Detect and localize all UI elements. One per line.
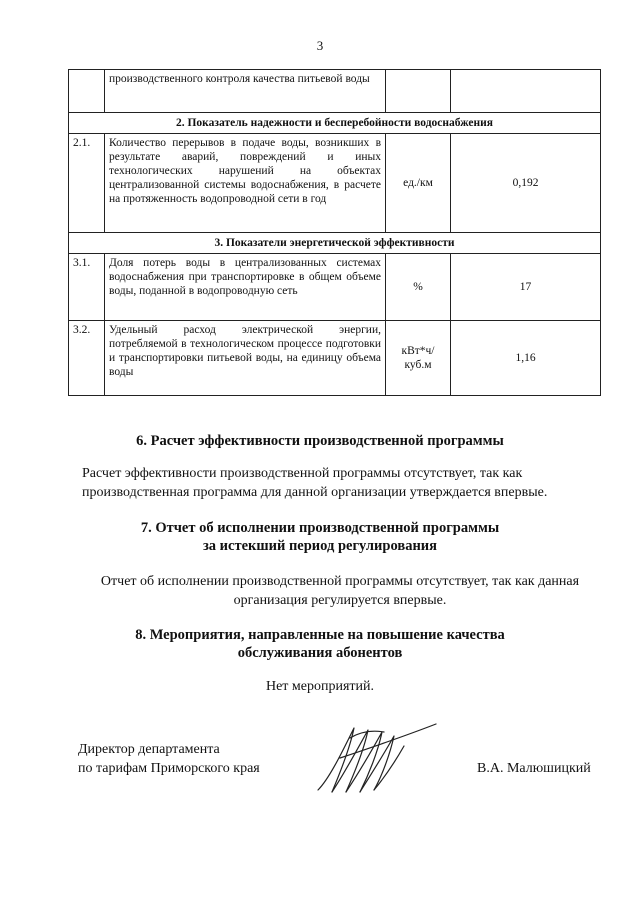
- row-description-cell: Доля потерь воды в централизованных системах водоснабжения при транспортировке в общем объеме воды, поданной в водопроводную сеть: [105, 254, 386, 321]
- section-8-heading-line1: 8. Мероприятия, направленные на повышение качества: [135, 627, 505, 643]
- section-8-heading: [0, 626, 640, 662]
- section-6-heading: 6. Расчет эффективности производственной программы: [136, 433, 504, 449]
- row-description-cell: производственного контроля качества питьевой воды: [105, 70, 386, 113]
- section-3-title: 3. Показатели энергетической эффективности: [69, 233, 601, 254]
- row-unit-cell: %: [386, 254, 451, 321]
- table-row: [69, 134, 601, 233]
- page-number: 3: [316, 38, 324, 53]
- row-value-cell: 1,16: [451, 321, 601, 396]
- table-row: [69, 321, 601, 396]
- table-row: [69, 70, 601, 113]
- section-6-text: Расчет эффективности производственной программы отсутствует, так как производственная программа для данной организации утверждается впервые.: [82, 466, 548, 500]
- signer-position-line2: по тарифам Приморского края: [78, 761, 260, 776]
- section-8-text: Нет мероприятий.: [265, 679, 375, 694]
- row-unit-cell: ед./км: [386, 134, 451, 233]
- section-8-heading-line2: обслуживания абонентов: [237, 645, 403, 661]
- row-value-cell: 17: [451, 254, 601, 321]
- row-value-cell: [451, 70, 601, 113]
- table-row: [69, 254, 601, 321]
- signer-name: В.А. Малюшицкий: [477, 761, 591, 776]
- row-number-cell: [69, 70, 105, 113]
- section-7-heading-line1: 7. Отчет об исполнении производственной программы: [140, 520, 500, 536]
- signer-position: [78, 740, 260, 778]
- row-unit-cell: кВт*ч/ куб.м: [386, 321, 451, 396]
- row-number-cell: 2.1.: [69, 134, 105, 233]
- signer-position-line1: Директор департамента: [78, 742, 220, 757]
- row-value-cell: 0,192: [451, 134, 601, 233]
- row-number-cell: 3.1.: [69, 254, 105, 321]
- row-number-cell: 3.2.: [69, 321, 105, 396]
- row-description-cell: Удельный расход электрической энергии, потребляемой в технологическом процессе подготовки и транспортировки питьевой воды, на единицу объема воды: [105, 321, 386, 396]
- section-2-title: 2. Показатель надежности и бесперебойности водоснабжения: [69, 113, 601, 134]
- table-section-row: [69, 113, 601, 134]
- section-7-heading-line2: за истекший период регулирования: [202, 538, 438, 554]
- handwritten-signature-icon: [310, 718, 440, 798]
- section-7-text: Отчет об исполнении производственной программы отсутствует, так как данная организация регулируется впервые.: [100, 574, 580, 608]
- indicators-table: [68, 69, 601, 396]
- section-7-heading: [0, 519, 640, 555]
- table-section-row: [69, 233, 601, 254]
- row-description-cell: Количество перерывов в подаче воды, возникших в результате аварий, повреждений и иных технологических нарушений на объектах централизованной системы водоснабжения, в расчете на протяженность водопроводной сети в год: [105, 134, 386, 233]
- row-unit-cell: [386, 70, 451, 113]
